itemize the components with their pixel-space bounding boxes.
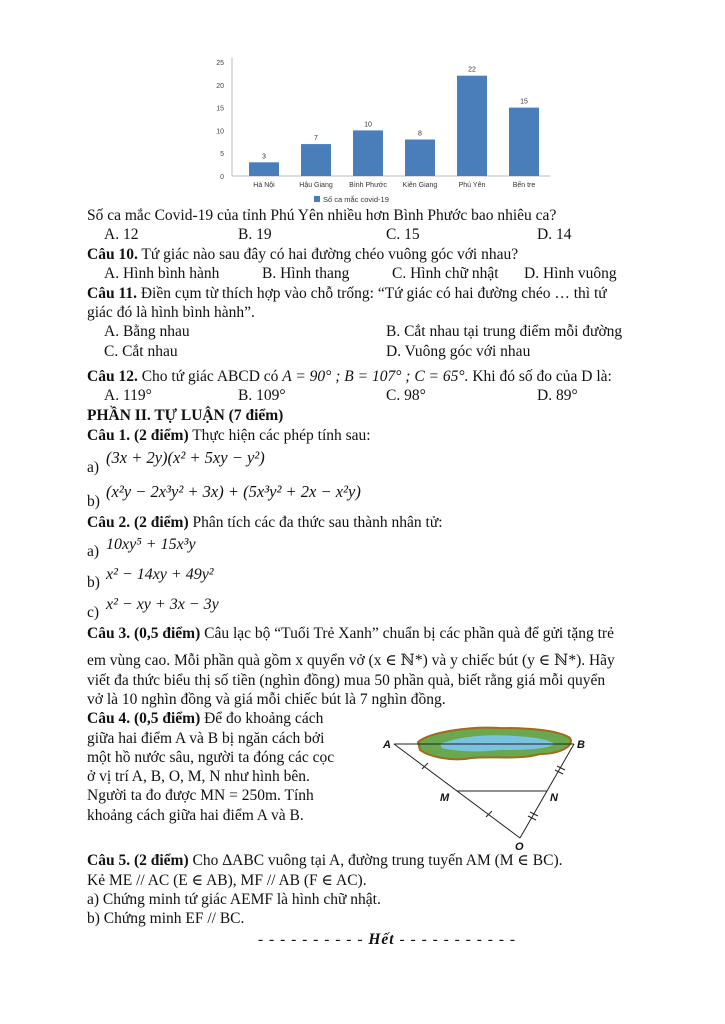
q11-stem-2: giác đó là hình bình hành”.: [87, 304, 255, 321]
q10-text: Tứ giác nào sau đây có hai đường chéo vuông góc với nhau?: [137, 246, 519, 263]
chart-value-label: 22: [468, 66, 476, 74]
c4-text-4: ở vị trí A, B, O, M, N như hình bên.: [87, 768, 310, 785]
chart-ytick-label: 5: [220, 151, 224, 159]
c1-a-expression: (3x + 2y)(x² + 5xy − y²): [106, 448, 265, 467]
c5-stem-1: [87, 851, 563, 871]
c2-a-expression: 10xy⁵ + 15x³y: [106, 536, 196, 553]
chart-value-label: 3: [262, 153, 266, 161]
c5-label: Câu 5. (2 điểm): [87, 852, 189, 869]
c1-text: Thực hiện các phép tính sau:: [188, 427, 371, 444]
q10-label: Câu 10.: [87, 246, 138, 263]
c2-text: Phân tích các đa thức sau thành nhân tử:: [188, 514, 443, 531]
q11-label: Câu 11.: [87, 285, 137, 302]
q12-option-a: A. 119°: [104, 387, 152, 404]
q11-option-c: C. Cắt nhau: [104, 343, 178, 360]
c2-b-expression: x² − 14xy + 49y²: [106, 566, 214, 583]
c4-stem-1: [87, 709, 323, 729]
q12-text-post: Khi đó số đo của D là:: [468, 368, 612, 385]
q12-option-d: D. 89°: [537, 387, 578, 404]
chart-category-label: Phú Yên: [458, 182, 486, 189]
point-b-label: B: [577, 739, 585, 751]
q12-angles: A = 90° ; B = 107° ; C = 65°.: [282, 368, 469, 385]
legend-swatch: [314, 196, 320, 202]
chart-ytick-label: 0: [220, 174, 224, 181]
covid-bar-chart: [190, 52, 555, 207]
point-n-label: N: [550, 792, 558, 804]
q12-option-c: C. 98°: [386, 387, 426, 404]
q11-option-b: B. Cắt nhau tại trung điểm mỗi đường: [386, 323, 623, 340]
chart-category-label: Bình Phước: [349, 182, 387, 189]
c1-stem: [87, 426, 371, 446]
c1-label: Câu 1. (2 điểm): [87, 427, 189, 444]
q12-option-b: B. 109°: [238, 387, 286, 404]
c2-a-label: a): [87, 543, 100, 560]
q10-option-b: B. Hình thang: [262, 265, 350, 282]
q10-option-d: D. Hình vuông: [524, 265, 617, 282]
chart-bar: [353, 130, 383, 176]
point-m-label: M: [440, 792, 450, 804]
q9-option-c: C. 15: [386, 226, 420, 243]
q11-option-a: A. Bằng nhau: [104, 323, 190, 340]
q10-option-a: A. Hình bình hành: [104, 265, 220, 282]
q11-text-1: Điền cụm từ thích hợp vào chỗ trống: “Tứ giác có hai đường chéo … thì tứ: [136, 285, 607, 302]
chart-bar: [509, 108, 539, 176]
c2-label: Câu 2. (2 điểm): [87, 514, 189, 531]
c3-stem-1: [87, 624, 614, 644]
c5-text-1: Cho ΔABC vuông tại A, đường trung tuyến AM (M ∈ BC).: [188, 852, 563, 869]
q9-option-a: A. 12: [104, 226, 139, 243]
c4-label: Câu 4. (0,5 điểm): [87, 710, 201, 727]
chart-ytick-label: 25: [216, 60, 224, 67]
c2-c-label: c): [87, 604, 100, 621]
q12-stem: [87, 367, 612, 387]
chart-value-label: 15: [520, 98, 528, 106]
c1-b-expression: (x²y − 2x³y² + 3x) + (5x³y² + 2x − x²y): [106, 482, 361, 501]
c4-text-2: giữa hai điểm A và B bị ngăn cách bởi: [87, 730, 325, 747]
lake-diagram: [380, 720, 600, 850]
chart-category-label: Bến tre: [512, 182, 536, 189]
q10-option-c: C. Hình chữ nhật: [392, 265, 499, 282]
q9-option-d: D. 14: [537, 226, 572, 243]
point-o-label: O: [515, 841, 524, 850]
chart-bar: [457, 76, 487, 176]
c5-text-4: b) Chứng minh EF // BC.: [87, 910, 245, 927]
chart-bar: [301, 144, 331, 176]
chart-value-label: 8: [418, 130, 422, 138]
c4-text-6: khoảng cách giữa hai điểm A và B.: [87, 807, 304, 824]
chart-value-label: 7: [314, 135, 318, 143]
tick-no-1: [530, 812, 538, 816]
c4-text-3: một hồ nước sâu, người ta đóng các cọc: [87, 749, 335, 766]
q11-option-d: D. Vuông góc với nhau: [386, 343, 531, 360]
q12-text-pre: Cho tứ giác ABCD có: [137, 368, 283, 385]
c3-text-4: vở là 10 nghìn đồng và giá mỗi chiếc bút là 7 nghìn đồng.: [87, 691, 446, 708]
q11-stem-1: [87, 284, 607, 304]
point-a-label: A: [383, 739, 391, 751]
c3-text-3: viết đa thức biểu thị số tiền (nghìn đồng) mua 50 phần quà, biết rằng giá mỗi quyển: [87, 672, 606, 689]
chart-bar: [249, 162, 279, 176]
c5-text-2: Kẻ ME // AC (E ∈ AB), MF // AB (F ∈ AC).: [87, 872, 367, 889]
q10-stem: [87, 245, 518, 265]
end-dashes-left: - - - - - - - - - -: [258, 931, 369, 948]
c4-text-5: Người ta đo được MN = 250m. Tính: [87, 787, 314, 804]
c2-b-label: b): [87, 574, 100, 591]
c5-text-3: a) Chứng minh tứ giác AEMF là hình chữ nhật.: [87, 891, 381, 908]
chart-category-label: Hà Nội: [253, 182, 275, 189]
legend-label: Số ca mắc covid-19: [323, 195, 389, 204]
end-dashes-right: - - - - - - - - - - -: [394, 931, 517, 948]
q9-option-b: B. 19: [238, 226, 272, 243]
end-marker: [258, 931, 516, 949]
q9-question: Số ca mắc Covid-19 của tỉnh Phú Yên nhiều hơn Bình Phước bao nhiêu ca?: [87, 207, 557, 224]
c4-text-1: Để đo khoảng cách: [200, 710, 324, 727]
c2-c-expression: x² − xy + 3x − 3y: [106, 596, 219, 613]
c1-a-label: a): [87, 459, 100, 476]
c2-stem: [87, 513, 443, 533]
c3-text-2: em vùng cao. Mỗi phần quà gồm x quyển vở (x ∈ ℕ*) và y chiếc bút (y ∈ ℕ*). Hãy: [87, 652, 615, 669]
chart-ytick-label: 10: [216, 128, 224, 136]
chart-ytick-label: 20: [216, 82, 224, 90]
chart-category-label: Hậu Giang: [299, 182, 333, 189]
chart-category-label: Kiên Giang: [402, 182, 438, 189]
end-word: Hết: [368, 931, 395, 948]
c3-text-1: Câu lạc bộ “Tuổi Trẻ Xanh” chuẩn bị các phần quà để gửi tặng trẻ: [200, 625, 614, 642]
q12-label: Câu 12.: [87, 368, 138, 385]
part2-heading: PHẦN II. TỰ LUẬN (7 điểm): [87, 407, 284, 424]
chart-ytick-label: 15: [216, 105, 224, 113]
chart-value-label: 10: [364, 121, 372, 129]
c3-label: Câu 3. (0,5 điểm): [87, 625, 201, 642]
chart-bar: [405, 140, 435, 176]
c1-b-label: b): [87, 493, 100, 510]
